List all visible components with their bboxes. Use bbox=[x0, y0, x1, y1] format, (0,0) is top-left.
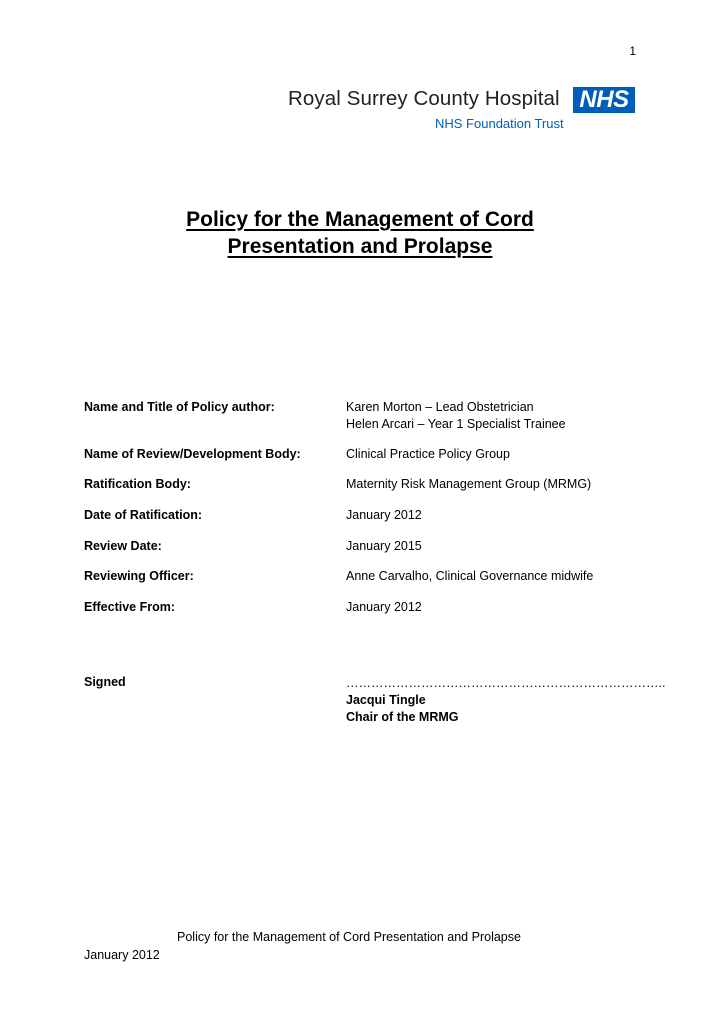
document-title bbox=[90, 206, 630, 260]
field-value: Anne Carvalho, Clinical Governance midwife bbox=[346, 569, 594, 583]
field-label: Reviewing Officer: bbox=[84, 569, 194, 583]
signatory-role: Chair of the MRMG bbox=[346, 710, 459, 724]
footer-document-title: Policy for the Management of Cord Presentation and Prolapse bbox=[177, 930, 521, 944]
signature-block bbox=[346, 675, 665, 726]
field-value: January 2012 bbox=[346, 508, 422, 522]
logo-trust-name: NHS Foundation Trust bbox=[435, 116, 564, 131]
signed-label: Signed bbox=[84, 675, 126, 689]
field-value: January 2012 bbox=[346, 600, 422, 614]
field-label: Date of Ratification: bbox=[84, 508, 203, 522]
signature-line: ………………………………………………………………….. bbox=[346, 676, 666, 690]
field-label: Review Date: bbox=[84, 539, 162, 553]
field-label: Ratification Body: bbox=[84, 477, 191, 491]
field-value: Clinical Practice Policy Group bbox=[346, 447, 510, 461]
field-value: Karen Morton – Lead Obstetrician bbox=[346, 400, 534, 414]
signatory-name: Jacqui Tingle bbox=[346, 693, 426, 707]
field-value: Maternity Risk Management Group (MRMG) bbox=[346, 477, 592, 491]
footer-date: January 2012 bbox=[84, 948, 160, 962]
title-line-2: Presentation and Prolapse bbox=[227, 235, 493, 258]
field-label: Name of Review/Development Body: bbox=[84, 447, 301, 461]
title-line-1: Policy for the Management of Cord bbox=[186, 208, 534, 231]
logo-hospital-name: Royal Surrey County Hospital bbox=[288, 87, 560, 110]
hospital-logo bbox=[288, 85, 638, 135]
field-label: Effective From: bbox=[84, 600, 175, 614]
field-value: January 2015 bbox=[346, 539, 422, 553]
nhs-logo-mark: NHS bbox=[573, 87, 635, 113]
field-value-secondary: Helen Arcari – Year 1 Specialist Trainee bbox=[346, 417, 566, 431]
field-label: Name and Title of Policy author: bbox=[84, 400, 275, 414]
page-number: 1 bbox=[629, 44, 636, 58]
